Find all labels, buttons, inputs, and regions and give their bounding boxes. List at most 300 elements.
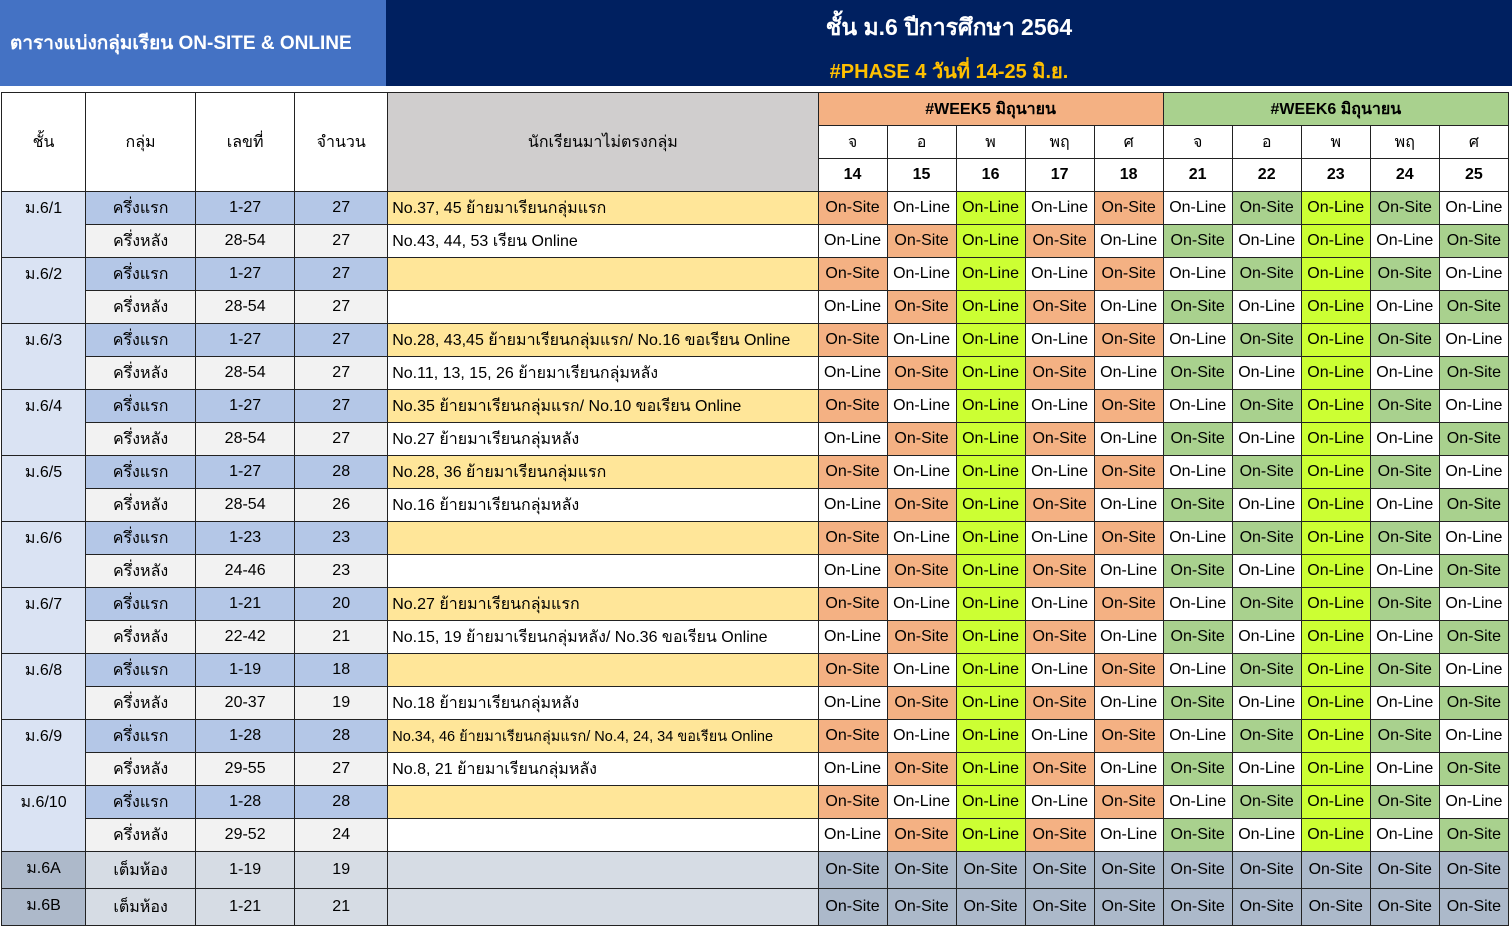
status-cell: On-Line <box>1439 588 1508 621</box>
status-cell: On-Site <box>1094 324 1163 357</box>
status-cell: On-Line <box>1025 720 1094 753</box>
status-cell: On-Line <box>1301 654 1370 687</box>
student-range: 20-37 <box>196 687 295 720</box>
status-cell: On-Line <box>1301 753 1370 786</box>
sheet-title-banner <box>0 0 386 86</box>
class-name: ม.6/4 <box>2 390 86 456</box>
date-header: 23 <box>1301 159 1370 192</box>
exception-note <box>388 291 818 324</box>
student-range: 1-28 <box>196 786 295 819</box>
status-cell: On-Site <box>1163 753 1232 786</box>
status-cell: On-Line <box>818 819 887 852</box>
status-cell: On-Site <box>1370 324 1439 357</box>
status-cell: On-Line <box>818 687 887 720</box>
status-cell: On-Site <box>818 720 887 753</box>
status-cell: On-Line <box>1163 456 1232 489</box>
group-label: ครึ่งหลัง <box>86 291 196 324</box>
status-cell: On-Line <box>1370 621 1439 654</box>
status-cell: On-Line <box>818 555 887 588</box>
class-name: ม.6/3 <box>2 324 86 390</box>
student-count: 27 <box>295 291 388 324</box>
student-range: 1-27 <box>196 192 295 225</box>
status-cell: On-Site <box>1439 852 1508 889</box>
class-name: ม.6/1 <box>2 192 86 258</box>
status-cell: On-Site <box>1163 225 1232 258</box>
student-range: 1-21 <box>196 588 295 621</box>
class-name: ม.6/2 <box>2 258 86 324</box>
table-row <box>2 786 1509 819</box>
status-cell: On-Line <box>818 291 887 324</box>
status-cell: On-Line <box>1025 324 1094 357</box>
day-header: พ <box>956 126 1025 159</box>
status-cell: On-Site <box>887 753 956 786</box>
status-cell: On-Line <box>1232 423 1301 456</box>
status-cell: On-Site <box>1439 687 1508 720</box>
status-cell: On-Site <box>1370 786 1439 819</box>
status-cell: On-Site <box>1370 720 1439 753</box>
schedule-body <box>2 192 1509 926</box>
day-header: จ <box>1163 126 1232 159</box>
student-range: 1-27 <box>196 390 295 423</box>
exception-note <box>388 654 818 687</box>
status-cell: On-Site <box>887 889 956 926</box>
table-row <box>2 588 1509 621</box>
status-cell: On-Site <box>1025 819 1094 852</box>
student-range: 22-42 <box>196 621 295 654</box>
status-cell: On-Line <box>887 654 956 687</box>
exception-note <box>388 258 818 291</box>
table-row <box>2 555 1509 588</box>
exception-note <box>388 522 818 555</box>
student-count: 19 <box>295 852 388 889</box>
status-cell: On-Site <box>1094 456 1163 489</box>
status-cell: On-Line <box>1301 423 1370 456</box>
status-cell: On-Line <box>1301 588 1370 621</box>
student-count: 20 <box>295 588 388 621</box>
status-cell: On-Line <box>818 489 887 522</box>
status-cell: On-Line <box>1094 225 1163 258</box>
table-row <box>2 225 1509 258</box>
table-row <box>2 258 1509 291</box>
status-cell: On-Site <box>1370 192 1439 225</box>
group-label: ครึ่งแรก <box>86 588 196 621</box>
table-row <box>2 423 1509 456</box>
status-cell: On-Line <box>956 555 1025 588</box>
status-cell: On-Site <box>1439 819 1508 852</box>
student-count: 27 <box>295 324 388 357</box>
status-cell: On-Site <box>887 489 956 522</box>
status-cell: On-Line <box>887 720 956 753</box>
student-count: 28 <box>295 786 388 819</box>
status-cell: On-Line <box>887 588 956 621</box>
class-name: ม.6B <box>2 889 86 926</box>
status-cell: On-Line <box>1301 324 1370 357</box>
day-header: พ <box>1301 126 1370 159</box>
student-range: 29-55 <box>196 753 295 786</box>
status-cell: On-Site <box>1163 819 1232 852</box>
status-cell: On-Line <box>1025 588 1094 621</box>
table-row <box>2 889 1509 926</box>
group-label: เต็มห้อง <box>86 889 196 926</box>
table-row <box>2 654 1509 687</box>
status-cell: On-Line <box>1301 621 1370 654</box>
student-count: 23 <box>295 522 388 555</box>
status-cell: On-Site <box>887 819 956 852</box>
status-cell: On-Site <box>818 852 887 889</box>
status-cell: On-Site <box>1163 423 1232 456</box>
student-range: 28-54 <box>196 423 295 456</box>
status-cell: On-Line <box>1301 687 1370 720</box>
status-cell: On-Site <box>1025 291 1094 324</box>
table-row <box>2 456 1509 489</box>
exception-note: No.16 ย้ายมาเรียนกลุ่มหลัง <box>388 489 818 522</box>
status-cell: On-Line <box>1163 390 1232 423</box>
group-label: ครึ่งแรก <box>86 390 196 423</box>
status-cell: On-Site <box>1094 786 1163 819</box>
class-name: ม.6/10 <box>2 786 86 852</box>
date-header: 16 <box>956 159 1025 192</box>
group-label: ครึ่งแรก <box>86 192 196 225</box>
status-cell: On-Site <box>1163 687 1232 720</box>
status-cell: On-Site <box>1370 889 1439 926</box>
status-cell: On-Line <box>1301 357 1370 390</box>
page-title: ชั้น ม.6 ปีการศึกษา 2564 <box>825 14 1073 40</box>
exception-note: No.27 ย้ายมาเรียนกลุ่มหลัง <box>388 423 818 456</box>
status-cell: On-Site <box>1439 357 1508 390</box>
status-cell: On-Site <box>1439 555 1508 588</box>
status-cell: On-Line <box>956 489 1025 522</box>
status-cell: On-Line <box>1025 654 1094 687</box>
col-header-group: กลุ่ม <box>86 93 196 192</box>
date-header: 24 <box>1370 159 1439 192</box>
date-header: 18 <box>1094 159 1163 192</box>
status-cell: On-Site <box>1439 889 1508 926</box>
status-cell: On-Site <box>818 889 887 926</box>
status-cell: On-Line <box>1232 291 1301 324</box>
day-header: พฤ <box>1025 126 1094 159</box>
student-count: 27 <box>295 753 388 786</box>
status-cell: On-Site <box>1094 889 1163 926</box>
group-label: ครึ่งแรก <box>86 456 196 489</box>
status-cell: On-Line <box>1232 489 1301 522</box>
status-cell: On-Line <box>1301 786 1370 819</box>
group-label: ครึ่งหลัง <box>86 621 196 654</box>
status-cell: On-Line <box>1232 687 1301 720</box>
student-count: 19 <box>295 687 388 720</box>
student-range: 1-19 <box>196 852 295 889</box>
status-cell: On-Line <box>1439 522 1508 555</box>
status-cell: On-Line <box>956 720 1025 753</box>
student-count: 28 <box>295 456 388 489</box>
col-header-note: นักเรียนมาไม่ตรงกลุ่ม <box>388 93 818 192</box>
exception-note: No.18 ย้ายมาเรียนกลุ่มหลัง <box>388 687 818 720</box>
status-cell: On-Line <box>1370 555 1439 588</box>
status-cell: On-Line <box>1094 291 1163 324</box>
status-cell: On-Line <box>1094 489 1163 522</box>
status-cell: On-Line <box>1439 324 1508 357</box>
day-header: ศ <box>1094 126 1163 159</box>
class-name: ม.6/9 <box>2 720 86 786</box>
status-cell: On-Line <box>887 522 956 555</box>
student-count: 23 <box>295 555 388 588</box>
status-cell: On-Line <box>1439 456 1508 489</box>
status-cell: On-Site <box>1232 456 1301 489</box>
group-label: ครึ่งแรก <box>86 258 196 291</box>
status-cell: On-Line <box>1163 324 1232 357</box>
status-cell: On-Line <box>887 456 956 489</box>
status-cell: On-Site <box>818 654 887 687</box>
sheet-title: ตารางแบ่งกลุ่มเรียน ON-SITE & ONLINE <box>10 33 352 54</box>
status-cell: On-Site <box>1094 588 1163 621</box>
day-header: อ <box>1232 126 1301 159</box>
date-header: 22 <box>1232 159 1301 192</box>
student-count: 18 <box>295 654 388 687</box>
status-cell: On-Line <box>1163 654 1232 687</box>
exception-note <box>388 889 818 926</box>
student-count: 21 <box>295 621 388 654</box>
status-cell: On-Line <box>1025 192 1094 225</box>
student-range: 1-28 <box>196 720 295 753</box>
status-cell: On-Site <box>1163 621 1232 654</box>
status-cell: On-Line <box>956 786 1025 819</box>
status-cell: On-Line <box>1163 588 1232 621</box>
class-name: ม.6/6 <box>2 522 86 588</box>
group-label: ครึ่งหลัง <box>86 687 196 720</box>
status-cell: On-Line <box>1301 456 1370 489</box>
status-cell: On-Site <box>1439 423 1508 456</box>
status-cell: On-Line <box>818 423 887 456</box>
status-cell: On-Line <box>1439 654 1508 687</box>
exception-note: No.34, 46 ย้ายมาเรียนกลุ่มแรก/ No.4, 24, 34 ขอเรียน Online <box>388 720 818 753</box>
status-cell: On-Line <box>1094 621 1163 654</box>
status-cell: On-Line <box>1301 258 1370 291</box>
student-range: 28-54 <box>196 291 295 324</box>
status-cell: On-Line <box>1025 390 1094 423</box>
status-cell: On-Site <box>1232 654 1301 687</box>
status-cell: On-Site <box>818 258 887 291</box>
status-cell: On-Line <box>1301 225 1370 258</box>
status-cell: On-Line <box>887 390 956 423</box>
status-cell: On-Line <box>1301 192 1370 225</box>
status-cell: On-Line <box>1094 819 1163 852</box>
status-cell: On-Line <box>1232 555 1301 588</box>
status-cell: On-Site <box>1301 889 1370 926</box>
status-cell: On-Line <box>1301 555 1370 588</box>
group-label: ครึ่งหลัง <box>86 489 196 522</box>
group-label: ครึ่งแรก <box>86 522 196 555</box>
status-cell: On-Line <box>956 192 1025 225</box>
status-cell: On-Line <box>1370 687 1439 720</box>
schedule-table <box>1 92 1509 926</box>
table-row <box>2 489 1509 522</box>
class-name: ม.6/8 <box>2 654 86 720</box>
status-cell: On-Site <box>887 291 956 324</box>
col-header-class: ชั้น <box>2 93 86 192</box>
status-cell: On-Line <box>1439 192 1508 225</box>
status-cell: On-Site <box>1163 555 1232 588</box>
student-count: 28 <box>295 720 388 753</box>
student-range: 24-46 <box>196 555 295 588</box>
table-row <box>2 819 1509 852</box>
student-range: 28-54 <box>196 225 295 258</box>
status-cell: On-Line <box>1370 291 1439 324</box>
status-cell: On-Line <box>1370 753 1439 786</box>
status-cell: On-Site <box>1370 456 1439 489</box>
day-header: จ <box>818 126 887 159</box>
student-range: 1-27 <box>196 324 295 357</box>
status-cell: On-Site <box>1094 192 1163 225</box>
class-name: ม.6A <box>2 852 86 889</box>
status-cell: On-Line <box>1232 621 1301 654</box>
student-count: 27 <box>295 357 388 390</box>
group-label: ครึ่งหลัง <box>86 225 196 258</box>
date-header: 21 <box>1163 159 1232 192</box>
status-cell: On-Line <box>1370 819 1439 852</box>
day-header: ศ <box>1439 126 1508 159</box>
student-range: 1-27 <box>196 456 295 489</box>
status-cell: On-Line <box>887 192 956 225</box>
status-cell: On-Line <box>1094 357 1163 390</box>
status-cell: On-Line <box>1232 225 1301 258</box>
exception-note <box>388 555 818 588</box>
status-cell: On-Site <box>1439 753 1508 786</box>
status-cell: On-Site <box>818 588 887 621</box>
table-row <box>2 192 1509 225</box>
group-label: ครึ่งแรก <box>86 324 196 357</box>
status-cell: On-Line <box>818 225 887 258</box>
status-cell: On-Site <box>1094 852 1163 889</box>
status-cell: On-Site <box>818 456 887 489</box>
status-cell: On-Line <box>1370 357 1439 390</box>
status-cell: On-Line <box>1439 720 1508 753</box>
exception-note: No.28, 36 ย้ายมาเรียนกลุ่มแรก <box>388 456 818 489</box>
status-cell: On-Line <box>818 753 887 786</box>
status-cell: On-Site <box>1301 852 1370 889</box>
student-range: 1-19 <box>196 654 295 687</box>
status-cell: On-Site <box>1232 588 1301 621</box>
student-count: 24 <box>295 819 388 852</box>
status-cell: On-Line <box>887 786 956 819</box>
status-cell: On-Line <box>956 819 1025 852</box>
status-cell: On-Line <box>1301 489 1370 522</box>
status-cell: On-Site <box>1094 390 1163 423</box>
status-cell: On-Line <box>956 588 1025 621</box>
table-row <box>2 687 1509 720</box>
date-header: 14 <box>818 159 887 192</box>
status-cell: On-Site <box>1370 390 1439 423</box>
status-cell: On-Line <box>1094 555 1163 588</box>
student-range: 28-54 <box>196 489 295 522</box>
status-cell: On-Site <box>1370 258 1439 291</box>
status-cell: On-Site <box>1370 654 1439 687</box>
group-label: ครึ่งแรก <box>86 786 196 819</box>
status-cell: On-Site <box>1232 522 1301 555</box>
exception-note: No.11, 13, 15, 26 ย้ายมาเรียนกลุ่มหลัง <box>388 357 818 390</box>
status-cell: On-Line <box>1163 258 1232 291</box>
status-cell: On-Site <box>1025 423 1094 456</box>
status-cell: On-Site <box>887 423 956 456</box>
status-cell: On-Site <box>1025 852 1094 889</box>
group-label: ครึ่งแรก <box>86 654 196 687</box>
status-cell: On-Site <box>1025 489 1094 522</box>
status-cell: On-Site <box>1439 489 1508 522</box>
status-cell: On-Site <box>1025 357 1094 390</box>
student-count: 27 <box>295 258 388 291</box>
status-cell: On-Line <box>1025 258 1094 291</box>
status-cell: On-Site <box>1439 225 1508 258</box>
group-label: ครึ่งหลัง <box>86 753 196 786</box>
status-cell: On-Site <box>887 852 956 889</box>
exception-note: No.8, 21 ย้ายมาเรียนกลุ่มหลัง <box>388 753 818 786</box>
status-cell: On-Site <box>887 357 956 390</box>
class-name: ม.6/5 <box>2 456 86 522</box>
status-cell: On-Line <box>818 357 887 390</box>
status-cell: On-Line <box>1301 720 1370 753</box>
status-cell: On-Line <box>1232 753 1301 786</box>
col-header-count: จำนวน <box>295 93 388 192</box>
table-row <box>2 390 1509 423</box>
group-label: ครึ่งแรก <box>86 720 196 753</box>
status-cell: On-Line <box>1025 456 1094 489</box>
student-range: 1-21 <box>196 889 295 926</box>
status-cell: On-Site <box>1094 654 1163 687</box>
phase-subtitle: #PHASE 4 วันที่ 14-25 มิ.ย. <box>829 61 1069 83</box>
status-cell: On-Site <box>887 225 956 258</box>
status-cell: On-Line <box>956 621 1025 654</box>
group-label: ครึ่งหลัง <box>86 819 196 852</box>
status-cell: On-Line <box>1370 225 1439 258</box>
status-cell: On-Site <box>1163 357 1232 390</box>
status-cell: On-Line <box>1301 390 1370 423</box>
status-cell: On-Line <box>887 324 956 357</box>
status-cell: On-Line <box>1163 720 1232 753</box>
status-cell: On-Line <box>887 258 956 291</box>
status-cell: On-Line <box>1163 192 1232 225</box>
student-count: 26 <box>295 489 388 522</box>
student-range: 28-54 <box>196 357 295 390</box>
group-label: ครึ่งหลัง <box>86 423 196 456</box>
status-cell: On-Line <box>1094 423 1163 456</box>
date-header: 17 <box>1025 159 1094 192</box>
week5-header: #WEEK5 มิถุนายน <box>818 93 1163 126</box>
table-row <box>2 522 1509 555</box>
group-label: ครึ่งหลัง <box>86 357 196 390</box>
student-count: 27 <box>295 225 388 258</box>
status-cell: On-Line <box>1370 489 1439 522</box>
student-range: 1-27 <box>196 258 295 291</box>
status-cell: On-Line <box>1439 786 1508 819</box>
status-cell: On-Site <box>1370 588 1439 621</box>
table-row <box>2 324 1509 357</box>
status-cell: On-Line <box>956 687 1025 720</box>
status-cell: On-Site <box>1232 192 1301 225</box>
status-cell: On-Line <box>1094 687 1163 720</box>
status-cell: On-Line <box>1439 390 1508 423</box>
status-cell: On-Line <box>956 522 1025 555</box>
status-cell: On-Site <box>818 324 887 357</box>
status-cell: On-Line <box>1163 522 1232 555</box>
status-cell: On-Site <box>1094 258 1163 291</box>
student-count: 21 <box>295 889 388 926</box>
status-cell: On-Site <box>956 852 1025 889</box>
status-cell: On-Line <box>1025 786 1094 819</box>
status-cell: On-Site <box>956 889 1025 926</box>
status-cell: On-Site <box>1025 225 1094 258</box>
status-cell: On-Line <box>956 753 1025 786</box>
exception-note: No.37, 45 ย้ายมาเรียนกลุ่มแรก <box>388 192 818 225</box>
status-cell: On-Site <box>818 192 887 225</box>
day-header: พฤ <box>1370 126 1439 159</box>
